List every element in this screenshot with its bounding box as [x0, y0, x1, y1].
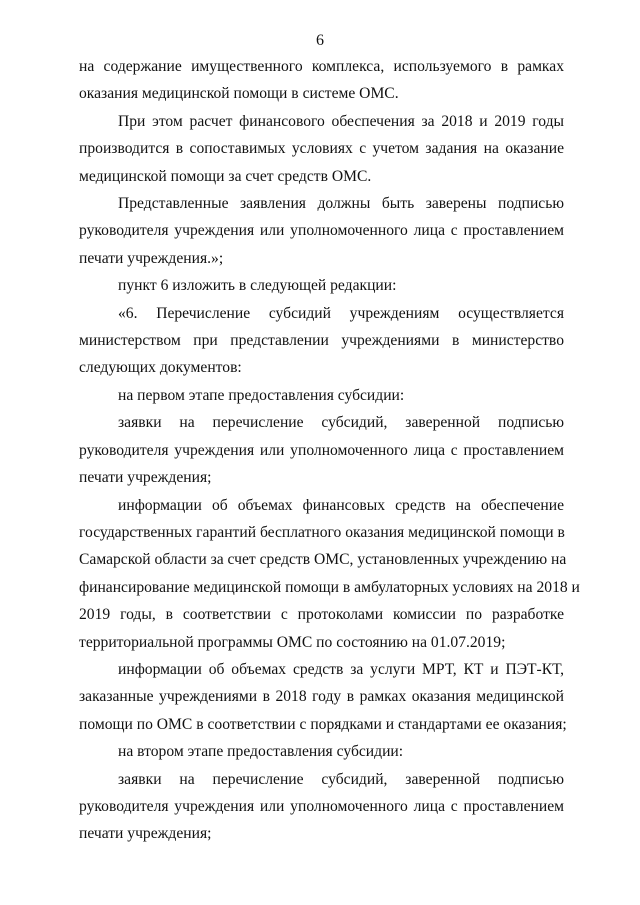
paragraph	[79, 272, 564, 299]
text-line: производится в сопоставимых условиях с учетом задания на оказание	[79, 140, 564, 158]
text-line: министерством при представлении учреждениями в министерство	[79, 332, 564, 350]
text-line: 2019 годы, в соответствии с протоколами комиссии по разработке	[79, 606, 564, 624]
paragraph	[79, 656, 567, 738]
paragraph	[79, 738, 564, 765]
paragraph	[79, 492, 580, 656]
paragraph	[79, 108, 564, 190]
text-line: заявки на перечисление субсидий, заверенной подписью	[118, 414, 564, 432]
text-line: заявки на перечисление субсидий, заверенной подписью	[118, 770, 564, 788]
text-line: помощи по ОМС в соответствии с порядками и стандартами ее оказания;	[79, 715, 567, 733]
paragraph	[79, 300, 564, 382]
text-line: пункт 6 изложить в следующей редакции:	[118, 277, 397, 295]
text-line: Представленные заявления должны быть заверены подписью	[118, 195, 564, 213]
text-line: медицинской помощи за счет средств ОМС.	[79, 167, 372, 185]
text-line: территориальной программы ОМС по состоянию на 01.07.2019;	[79, 633, 506, 651]
text-line: руководителя учреждения или уполномоченного лица с проставлением	[79, 222, 564, 240]
paragraph	[79, 382, 564, 409]
text-line: оказания медицинской помощи в системе ОМС.	[79, 85, 399, 103]
text-line: руководителя учреждения или уполномоченного лица с проставлением	[79, 797, 564, 815]
text-line: на втором этапе предоставления субсидии:	[118, 743, 404, 761]
text-line: государственных гарантий бесплатного оказания медицинской помощи в	[79, 523, 565, 541]
text-line: печати учреждения.»;	[79, 249, 224, 267]
text-line: руководителя учреждения или уполномоченного лица с проставлением	[79, 441, 564, 459]
document-body	[79, 53, 580, 848]
paragraph	[79, 53, 564, 108]
paragraph	[79, 409, 564, 491]
text-line: следующих документов:	[79, 359, 242, 377]
text-line: информации об объемах финансовых средств на обеспечение	[118, 496, 564, 514]
paragraph	[79, 190, 564, 272]
text-line: печати учреждения;	[79, 825, 212, 843]
paragraph	[79, 766, 564, 848]
text-line: заказанные учреждениями в 2018 году в рамках оказания медицинской	[79, 688, 564, 706]
text-line: на первом этапе предоставления субсидии:	[118, 386, 405, 404]
page-number: 6	[316, 32, 324, 49]
text-line: При этом расчет финансового обеспечения за 2018 и 2019 годы	[118, 112, 564, 130]
text-line: «6. Перечисление субсидий учреждениям осуществляется	[118, 304, 564, 322]
text-line: информации об объемах средств за услуги МРТ, КТ и ПЭТ-КТ,	[118, 660, 564, 678]
text-line: печати учреждения;	[79, 469, 212, 487]
text-line: на содержание имущественного комплекса, используемого в рамках	[79, 58, 564, 75]
text-line: Самарской области за счет средств ОМС, установленных учреждению на	[79, 551, 567, 569]
text-line: финансирование медицинской помощи в амбулаторных условиях на 2018 и	[79, 578, 580, 596]
